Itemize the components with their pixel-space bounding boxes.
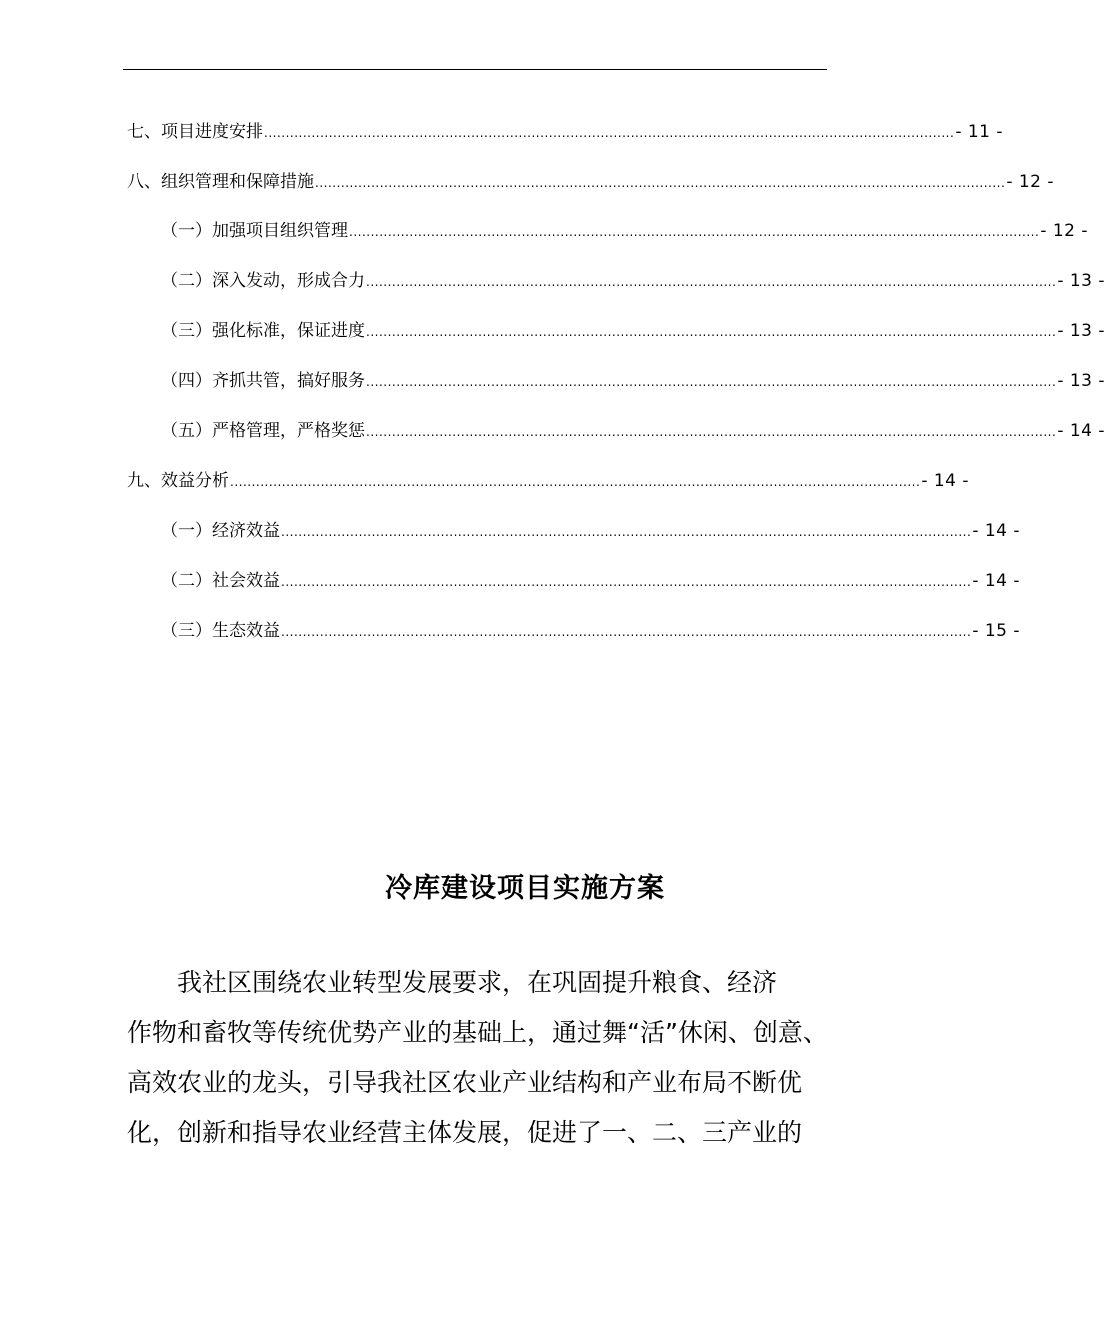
toc-entry-label: 九、效益分析 <box>127 471 229 491</box>
toc-leader-dots: ................................................................................................................................................................ <box>281 625 972 639</box>
toc-entry-page: - 14 - <box>921 471 970 491</box>
paragraph-line: 化，创新和指导农业经营主体发展，促进了一、二、三产业的 <box>127 1118 803 1147</box>
toc-entry-label: （一）经济效益 <box>161 521 280 541</box>
toc-entry-page: - 15 - <box>972 621 1021 641</box>
header-rule <box>123 69 827 70</box>
toc-entry[interactable] <box>0 616 1021 646</box>
toc-entry[interactable] <box>0 516 1021 546</box>
toc-leader-dots: ................................................................................................................................................................ <box>264 126 955 140</box>
toc-leader-dots: ................................................................................................................................................................ <box>349 225 1040 239</box>
toc-entry[interactable] <box>0 566 1021 596</box>
body-paragraph <box>127 958 827 1158</box>
toc-leader-dots: ................................................................................................................................................................ <box>281 575 972 589</box>
toc-entry[interactable] <box>0 167 1055 197</box>
paragraph-line: 高效农业的龙头，引导我社区农业产业结构和产业布局不断优 <box>127 1068 803 1097</box>
toc-entry[interactable] <box>0 117 1004 147</box>
toc-entry-page: - 14 - <box>972 571 1021 591</box>
toc-entry[interactable] <box>0 466 970 496</box>
toc-entry-label: （五）严格管理，严格奖惩 <box>161 421 365 441</box>
toc-entry[interactable] <box>0 416 1105 446</box>
toc-entry-label: 七、项目进度安排 <box>127 122 263 142</box>
toc-entry-page: - 14 - <box>1057 421 1105 441</box>
toc-leader-dots: ................................................................................................................................................................ <box>366 375 1057 389</box>
toc-entry-label: （三）强化标准，保证进度 <box>161 321 365 341</box>
toc-entry-page: - 13 - <box>1057 271 1105 291</box>
toc-entry[interactable] <box>0 216 1089 246</box>
toc-entry-label: （三）生态效益 <box>161 621 280 641</box>
toc-entry-page: - 14 - <box>972 521 1021 541</box>
toc-leader-dots: ................................................................................................................................................................ <box>230 475 921 489</box>
document-title: 冷库建设项目实施方案 <box>385 873 665 904</box>
toc-entry-page: - 12 - <box>1006 172 1055 192</box>
toc-entry-label: （二）深入发动，形成合力 <box>161 271 365 291</box>
paragraph-line: 我社区围绕农业转型发展要求，在巩固提升粮食、经济 <box>127 968 778 997</box>
toc-entry-label: （一）加强项目组织管理 <box>161 221 348 241</box>
toc-leader-dots: ................................................................................................................................................................ <box>366 425 1057 439</box>
toc-entry-page: - 13 - <box>1057 371 1105 391</box>
toc-entry[interactable] <box>0 366 1105 396</box>
toc-leader-dots: ................................................................................................................................................................ <box>366 325 1057 339</box>
toc-entry-page: - 12 - <box>1040 221 1089 241</box>
toc-entry-label: （四）齐抓共管，搞好服务 <box>161 371 365 391</box>
toc-entry[interactable] <box>0 316 1105 346</box>
toc-entry-label: 八、组织管理和保障措施 <box>127 172 314 192</box>
toc-entry[interactable] <box>0 266 1105 296</box>
toc-entry-page: - 13 - <box>1057 321 1105 341</box>
toc-entry-page: - 11 - <box>955 122 1004 142</box>
toc-leader-dots: ................................................................................................................................................................ <box>281 525 972 539</box>
toc-entry-label: （二）社会效益 <box>161 571 280 591</box>
paragraph-line: 作物和畜牧等传统优势产业的基础上，通过舞“活”休闲、创意、 <box>127 1018 828 1047</box>
toc-leader-dots: ................................................................................................................................................................ <box>366 275 1057 289</box>
toc-leader-dots: ................................................................................................................................................................ <box>315 176 1006 190</box>
